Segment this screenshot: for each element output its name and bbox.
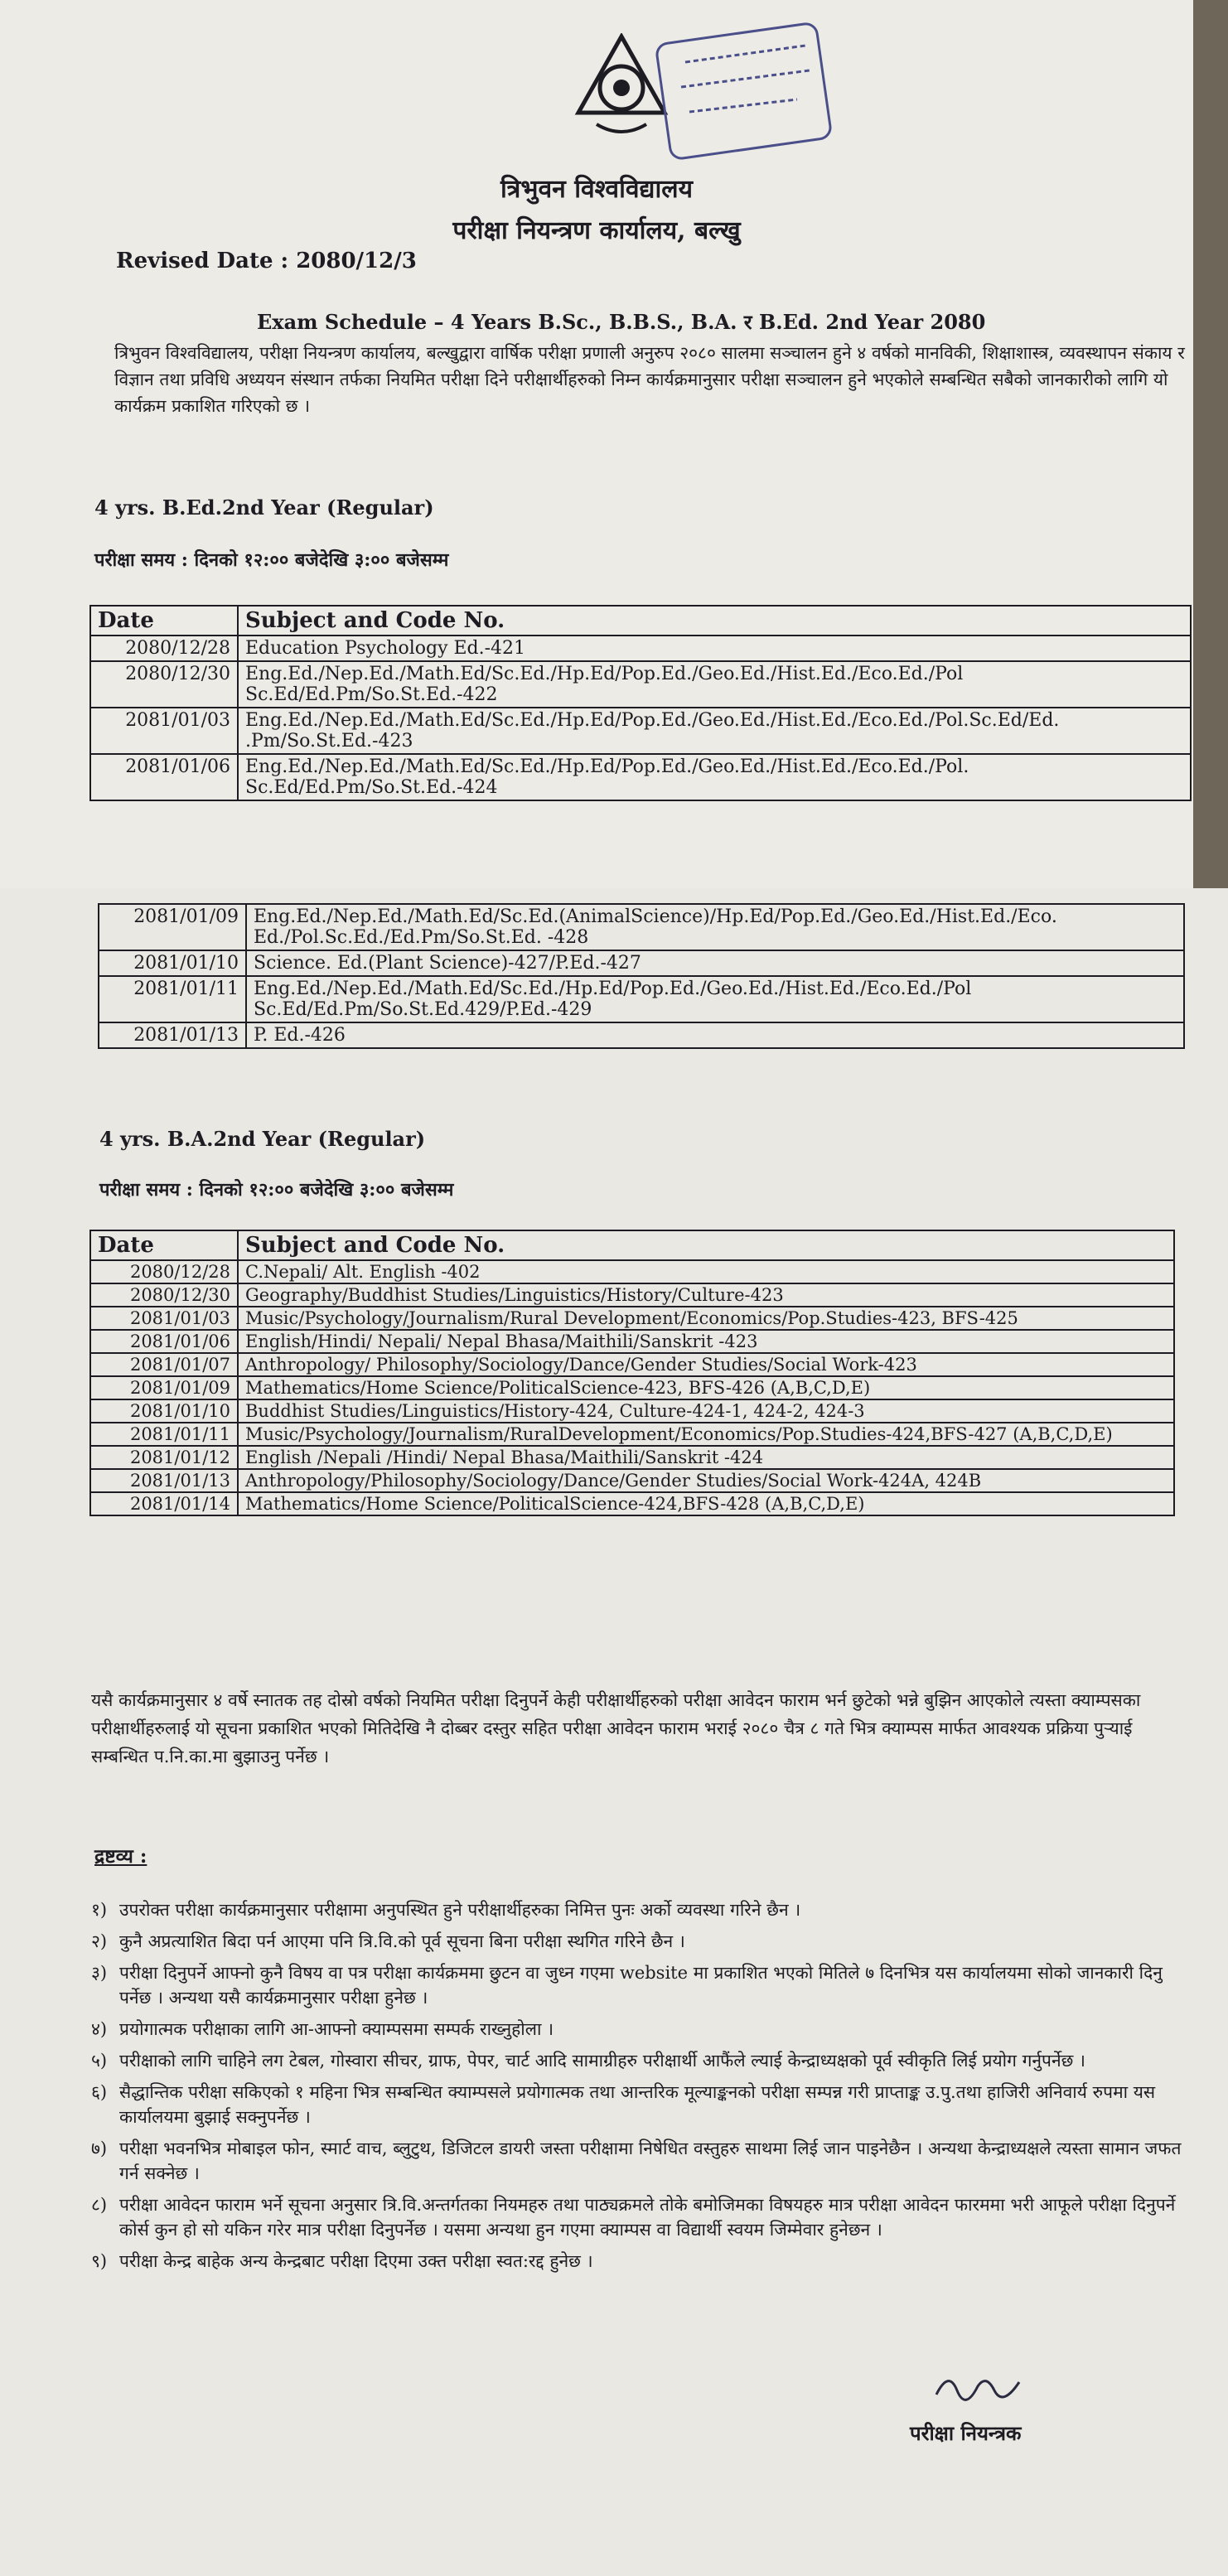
schedule-title: Exam Schedule – 4 Years B.Sc., B.B.S., B.A. र B.Ed. 2nd Year 2080: [257, 310, 986, 334]
note-text: परीक्षा दिनुपर्ने आफ्नो कुनै विषय वा पत्र परीक्षा कार्यक्रममा छुटन वा जुध्न गएमा website मा प्रकाशित भएको मितिले ७ दिनभित्र यस कार्यालयमा सोको जानकारी दिनु पर्नेछ । अन्यथा यसै कार्यक्रमानुसार परीक्षा हुनेछ ।: [119, 1963, 1163, 2008]
note-number: ९): [91, 2251, 108, 2271]
table-row: [90, 1330, 1174, 1353]
row-date: 2081/01/13: [99, 1022, 246, 1048]
row-subject: Music/Psychology/Journalism/RuralDevelopment/Economics/Pop.Studies-424,BFS-427 (A,B,C,D,E): [238, 1423, 1174, 1446]
row-date: 2081/01/14: [90, 1492, 238, 1515]
row-date: 2081/01/09: [90, 1376, 238, 1399]
note-text: परीक्षा आवेदन फाराम भर्ने सूचना अनुसार त्रि.वि.अन्तर्गतका नियमहरु तथा पाठ्यक्रमले तोके बमोजिमका विषयहरु मात्र परीक्षा आवेदन फारममा भरी आफूले परीक्षा दिनुपर्ने कोर्स कुन हो सो यकिन गरेर मात्र परीक्षा दिनुपर्नेछ । यसमा अन्यथा हुन गएमा क्याम्पस वा विद्यार्थी स्वयम जिम्मेवार हुनेछन ।: [119, 2195, 1176, 2240]
table-row: [99, 976, 1184, 1022]
note-number: २): [91, 1931, 108, 1951]
row-subject: Eng.Ed./Nep.Ed./Math.Ed/Sc.Ed./Hp.Ed/Pop.Ed./Geo.Ed./Hist.Ed./Eco.Ed./Pol Sc.Ed/Ed.Pm/So.St.Ed.-422: [238, 661, 1191, 708]
table-row: [90, 661, 1191, 708]
table-row: [99, 904, 1184, 950]
table-row: [90, 1283, 1174, 1307]
bed-heading: 4 yrs. B.Ed.2nd Year (Regular): [94, 495, 434, 520]
row-subject: Science. Ed.(Plant Science)-427/P.Ed.-427: [246, 950, 1184, 976]
note-number: ७): [91, 2139, 108, 2158]
notes-heading: द्रष्टव्य :: [94, 1845, 147, 1868]
table-row: [90, 1399, 1174, 1423]
table-row: [90, 1446, 1174, 1469]
bed-schedule-table-part1: [89, 605, 1192, 801]
note-text: परीक्षा भवनभित्र मोबाइल फोन, स्मार्ट वाच, ब्लुटुथ, डिजिटल डायरी जस्ता परीक्षामा निषेधित वस्तुहरु साथमा लिई जान पाइनेछैन । अन्यथा केन्द्राध्यक्षले त्यस्ता सामान जफत गर्न सक्नेछ ।: [119, 2139, 1182, 2183]
late-application-note: यसै कार्यक्रमानुसार ४ वर्षे स्नातक तह दोस्रो वर्षको नियमित परीक्षा दिनुपर्ने केही परीक्षार्थीहरुको परीक्षा आवेदन फाराम भर्न छुटेको भन्ने बुझिन आएकोले त्यस्ता क्याम्पसका परीक्षार्थीहरुलाई यो सूचना प्रकाशित भएको मितिदेखि नै दोब्बर दस्तुर सहित परीक्षा आवेदन फाराम भराई २०८० चैत्र ८ गते भित्र क्याम्पस मार्फत आवश्यक प्रक्रिया पुऱ्याई सम्बन्धित प.नि.का.मा बुझाउनु पर्नेछ ।: [91, 1690, 1141, 1766]
row-subject: Eng.Ed./Nep.Ed./Math.Ed/Sc.Ed./Hp.Ed/Pop.Ed./Geo.Ed./Hist.Ed./Eco.Ed./Pol.Sc.Ed/Ed. .Pm/So.St.Ed.-423: [238, 708, 1191, 754]
row-date: 2081/01/10: [99, 950, 246, 976]
table-row: [90, 708, 1191, 754]
office-name: परीक्षा नियन्त्रण कार्यालय, बल्खु: [452, 216, 741, 245]
row-subject: Eng.Ed./Nep.Ed./Math.Ed/Sc.Ed./Hp.Ed/Pop.Ed./Geo.Ed./Hist.Ed./Eco.Ed./Pol. Sc.Ed/Ed.Pm/So.St.Ed.-424: [238, 754, 1191, 800]
row-subject: Education Psychology Ed.-421: [238, 636, 1191, 661]
note-text: परीक्षा केन्द्र बाहेक अन्य केन्द्रबाट परीक्षा दिएमा उक्त परीक्षा स्वत:रद्द हुनेछ ।: [119, 2251, 593, 2271]
note-number: ८): [91, 2195, 108, 2215]
col-subject-header: Subject and Code No.: [238, 606, 1191, 636]
revised-date: Revised Date : 2080/12/3: [116, 249, 417, 273]
note-text: उपरोक्त परीक्षा कार्यक्रमानुसार परीक्षामा अनुपस्थित हुने परीक्षार्थीहरुका निमित्त पुनः अर्को व्यवस्था गरिने छैन ।: [119, 1900, 801, 1920]
table-row: [90, 1469, 1174, 1492]
table-row: [90, 1353, 1174, 1376]
list-item: [91, 2249, 1193, 2274]
signature-icon: [928, 2361, 1027, 2411]
note-number: ६): [91, 2082, 108, 2102]
intro-paragraph: त्रिभुवन विश्वविद्यालय, परीक्षा नियन्त्रण कार्यालय, बल्खुद्वारा वार्षिक परीक्षा प्रणाली अनुरुप २०८० सालमा सञ्चालन हुने ४ वर्षको मानविकी, शिक्षाशास्त्र, व्यवस्थापन संकाय र विज्ञान तथा प्रविधि अध्ययन संस्थान तर्फका नियमित परीक्षा दिने परीक्षार्थीहरुको निम्न कार्यक्रमानुसार परीक्षा सञ्चालन हुने भएकोले सम्बन्धित सबैको जानकारीको लागि यो कार्यक्रम प्रकाशित गरिएको छ ।: [114, 343, 1185, 416]
row-subject: Music/Psychology/Journalism/Rural Development/Economics/Pop.Studies-423, BFS-425: [238, 1307, 1174, 1330]
list-item: [91, 2048, 1193, 2073]
note-text: प्रयोगात्मक परीक्षाका लागि आ-आफ्नो क्याम्पसमा सम्पर्क राख्नुहोला ।: [119, 2019, 554, 2039]
row-date: 2081/01/07: [90, 1353, 238, 1376]
table-row: [90, 1423, 1174, 1446]
list-item: [91, 2136, 1193, 2186]
bed-exam-time: परीक्षा समय : दिनको १२:०० बजेदेखि ३:०० बजेसम्म: [94, 549, 449, 571]
row-date: 2080/12/28: [90, 1260, 238, 1283]
table-row: [90, 1307, 1174, 1330]
row-subject: Geography/Buddhist Studies/Linguistics/History/Culture-423: [238, 1283, 1174, 1307]
row-subject: P. Ed.-426: [246, 1022, 1184, 1048]
row-date: 2081/01/12: [90, 1446, 238, 1469]
row-subject: English /Nepali /Hindi/ Nepal Bhasa/Maithili/Sanskrit -424: [238, 1446, 1174, 1469]
ba-schedule-table: [89, 1230, 1175, 1516]
row-date: 2080/12/28: [90, 636, 238, 661]
table-row: [90, 1492, 1174, 1515]
row-subject: Buddhist Studies/Linguistics/History-424, Culture-424-1, 424-2, 424-3: [238, 1399, 1174, 1423]
col-date-header: Date: [90, 1230, 238, 1260]
row-date: 2081/01/13: [90, 1469, 238, 1492]
signer-title: परीक्षा नियन्त्रक: [910, 2421, 1022, 2445]
list-item: [91, 1960, 1193, 2010]
note-text: सैद्धान्तिक परीक्षा सकिएको १ महिना भित्र सम्बन्धित क्याम्पसले प्रयोगात्मक तथा आन्तरिक मूल्याङ्कनको परीक्षा सम्पन्न गरी प्राप्ताङ्क उ.पु.तथा हाजिरी अनिवार्य रुपमा यस कार्यालयमा बुझाई सक्नुपर्नेछ ।: [119, 2082, 1156, 2127]
row-date: 2081/01/10: [90, 1399, 238, 1423]
table-row: [90, 1260, 1174, 1283]
row-subject: Anthropology/ Philosophy/Sociology/Dance/Gender Studies/Social Work-423: [238, 1353, 1174, 1376]
note-text: परीक्षाको लागि चाहिने लग टेबल, गोस्वारा सीचर, ग्राफ, पेपर, चार्ट आदि सामाग्रीहरु परीक्षार्थी आफैंले ल्याई केन्द्राध्यक्षको पूर्व स्वीकृति लिई प्रयोग गर्नुपर्नेछ ।: [119, 2051, 1085, 2071]
col-date-header: Date: [90, 606, 238, 636]
note-number: ३): [91, 1963, 108, 1983]
row-subject: Anthropology/Philosophy/Sociology/Dance/Gender Studies/Social Work-424A, 424B: [238, 1469, 1174, 1492]
row-subject: C.Nepali/ Alt. English -402: [238, 1260, 1174, 1283]
row-date: 2081/01/06: [90, 754, 238, 800]
list-item: [91, 1929, 1193, 1954]
notes-list: [91, 1897, 1193, 2280]
col-subject-header: Subject and Code No.: [238, 1230, 1174, 1260]
ba-exam-time: परीक्षा समय : दिनको १२:०० बजेदेखि ३:०० बजेसम्म: [99, 1179, 454, 1201]
bed-schedule-table-part2: [98, 903, 1185, 1049]
row-date: 2081/01/11: [90, 1423, 238, 1446]
row-subject: Eng.Ed./Nep.Ed./Math.Ed/Sc.Ed./Hp.Ed/Pop.Ed./Geo.Ed./Hist.Ed./Eco.Ed./Pol Sc.Ed/Ed.Pm/So.St.Ed.429/P.Ed.-429: [246, 976, 1184, 1022]
ba-heading: 4 yrs. B.A.2nd Year (Regular): [99, 1127, 426, 1151]
list-item: [91, 2192, 1193, 2242]
table-row: [90, 754, 1191, 800]
note-text: कुनै अप्रत्याशित बिदा पर्न आएमा पनि त्रि.वि.को पूर्व सूचना बिना परीक्षा स्थगित गरिने छैन ।: [119, 1931, 685, 1951]
note-number: ४): [91, 2019, 108, 2039]
office-seal-stamp-icon: [648, 17, 839, 166]
row-subject: Mathematics/Home Science/PoliticalScience-424,BFS-428 (A,B,C,D,E): [238, 1492, 1174, 1515]
note-number: १): [91, 1900, 108, 1920]
table-header-row: [90, 1230, 1174, 1260]
list-item: [91, 1897, 1193, 1922]
table-row: [99, 1022, 1184, 1048]
row-subject: English/Hindi/ Nepali/ Nepal Bhasa/Maithili/Sanskrit -423: [238, 1330, 1174, 1353]
row-subject: Eng.Ed./Nep.Ed./Math.Ed/Sc.Ed.(AnimalScience)/Hp.Ed/Pop.Ed./Geo.Ed./Hist.Ed./Eco. Ed./Pol.Sc.Ed./Ed.Pm/So.St.Ed. -428: [246, 904, 1184, 950]
row-date: 2081/01/06: [90, 1330, 238, 1353]
table-row: [90, 1376, 1174, 1399]
table-header-row: [90, 606, 1191, 636]
row-date: 2081/01/11: [99, 976, 246, 1022]
row-date: 2080/12/30: [90, 1283, 238, 1307]
table-row: [99, 950, 1184, 976]
row-date: 2081/01/03: [90, 708, 238, 754]
row-subject: Mathematics/Home Science/PoliticalScience-423, BFS-426 (A,B,C,D,E): [238, 1376, 1174, 1399]
row-date: 2080/12/30: [90, 661, 238, 708]
note-number: ५): [91, 2051, 108, 2071]
table-row: [90, 636, 1191, 661]
row-date: 2081/01/09: [99, 904, 246, 950]
list-item: [91, 2017, 1193, 2042]
university-name: त्रिभुवन विश्वविद्यालय: [500, 175, 693, 204]
list-item: [91, 2080, 1193, 2129]
row-date: 2081/01/03: [90, 1307, 238, 1330]
